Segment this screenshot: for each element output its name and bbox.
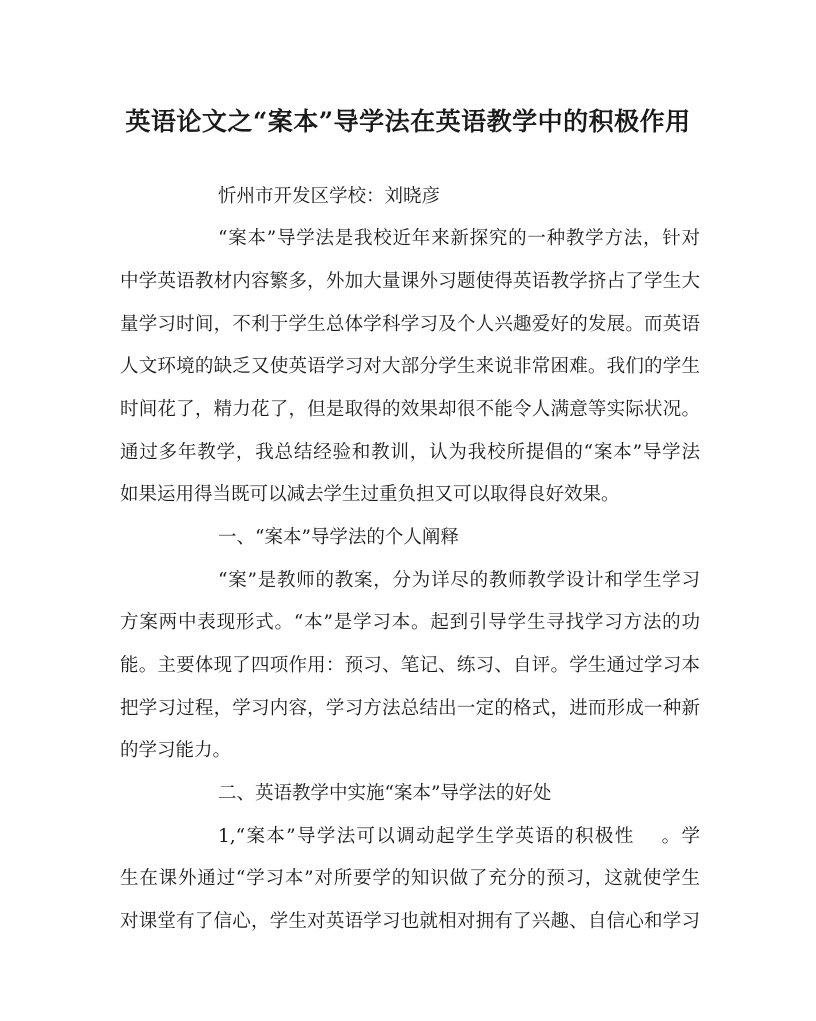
paragraph-line: 生在课外通过“学习本”对所要学的知识做了充分的预习，这就使学生 <box>120 868 700 889</box>
paragraph-line: 量学习时间，不利于学生总体学科学习及个人兴趣爱好的发展。而英语 <box>120 314 700 335</box>
paragraph-line: “案本”导学法是我校近年来新探究的一种教学方法，针对 <box>218 228 700 249</box>
section-heading: 二、英语教学中实施“案本”导学法的好处 <box>218 783 552 804</box>
document-title: 英语论文之“案本”导学法在英语教学中的积极作用 <box>125 107 691 136</box>
paragraph-line: 方案两中表现形式。“本”是学习本。起到引导学生寻找学习方法的功 <box>120 612 700 633</box>
paragraph-line: 中学英语教材内容繁多，外加大量课外习题使得英语教学挤占了学生大 <box>120 271 700 292</box>
paragraph-line: 能。主要体现了四项作用：预习、笔记、练习、自评。学生通过学习本 <box>120 655 700 676</box>
paragraph-line: 人文环境的缺乏又使英语学习对大部分学生来说非常困难。我们的学生 <box>120 356 700 377</box>
author-line: 忻州市开发区学校：刘晓彦 <box>218 186 441 207</box>
paragraph-line: 对课堂有了信心，学生对英语学习也就相对拥有了兴趣、自信心和学习 <box>120 911 700 932</box>
paragraph-line: 把学习过程，学习内容，学习方法总结出一定的格式，进而形成一种新 <box>120 698 700 719</box>
paragraph-line: “案”是教师的教案，分为详尽的教师教学设计和学生学习 <box>218 570 700 591</box>
paragraph-line: 如果运用得当既可以减去学生过重负担又可以取得良好效果。 <box>120 484 620 505</box>
section-heading: 一、“案本”导学法的个人阐释 <box>218 527 459 548</box>
paragraph-line: 1,“案本”导学法可以调动起学生学英语的积极性 。学 <box>218 826 700 847</box>
paragraph-line: 时间花了，精力花了，但是取得的效果却很不能令人满意等实际状况。 <box>120 399 700 420</box>
paragraph-line: 通过多年教学，我总结经验和教训，认为我校所提倡的“案本”导学法 <box>120 442 700 463</box>
paragraph-line: 的学习能力。 <box>120 740 232 761</box>
